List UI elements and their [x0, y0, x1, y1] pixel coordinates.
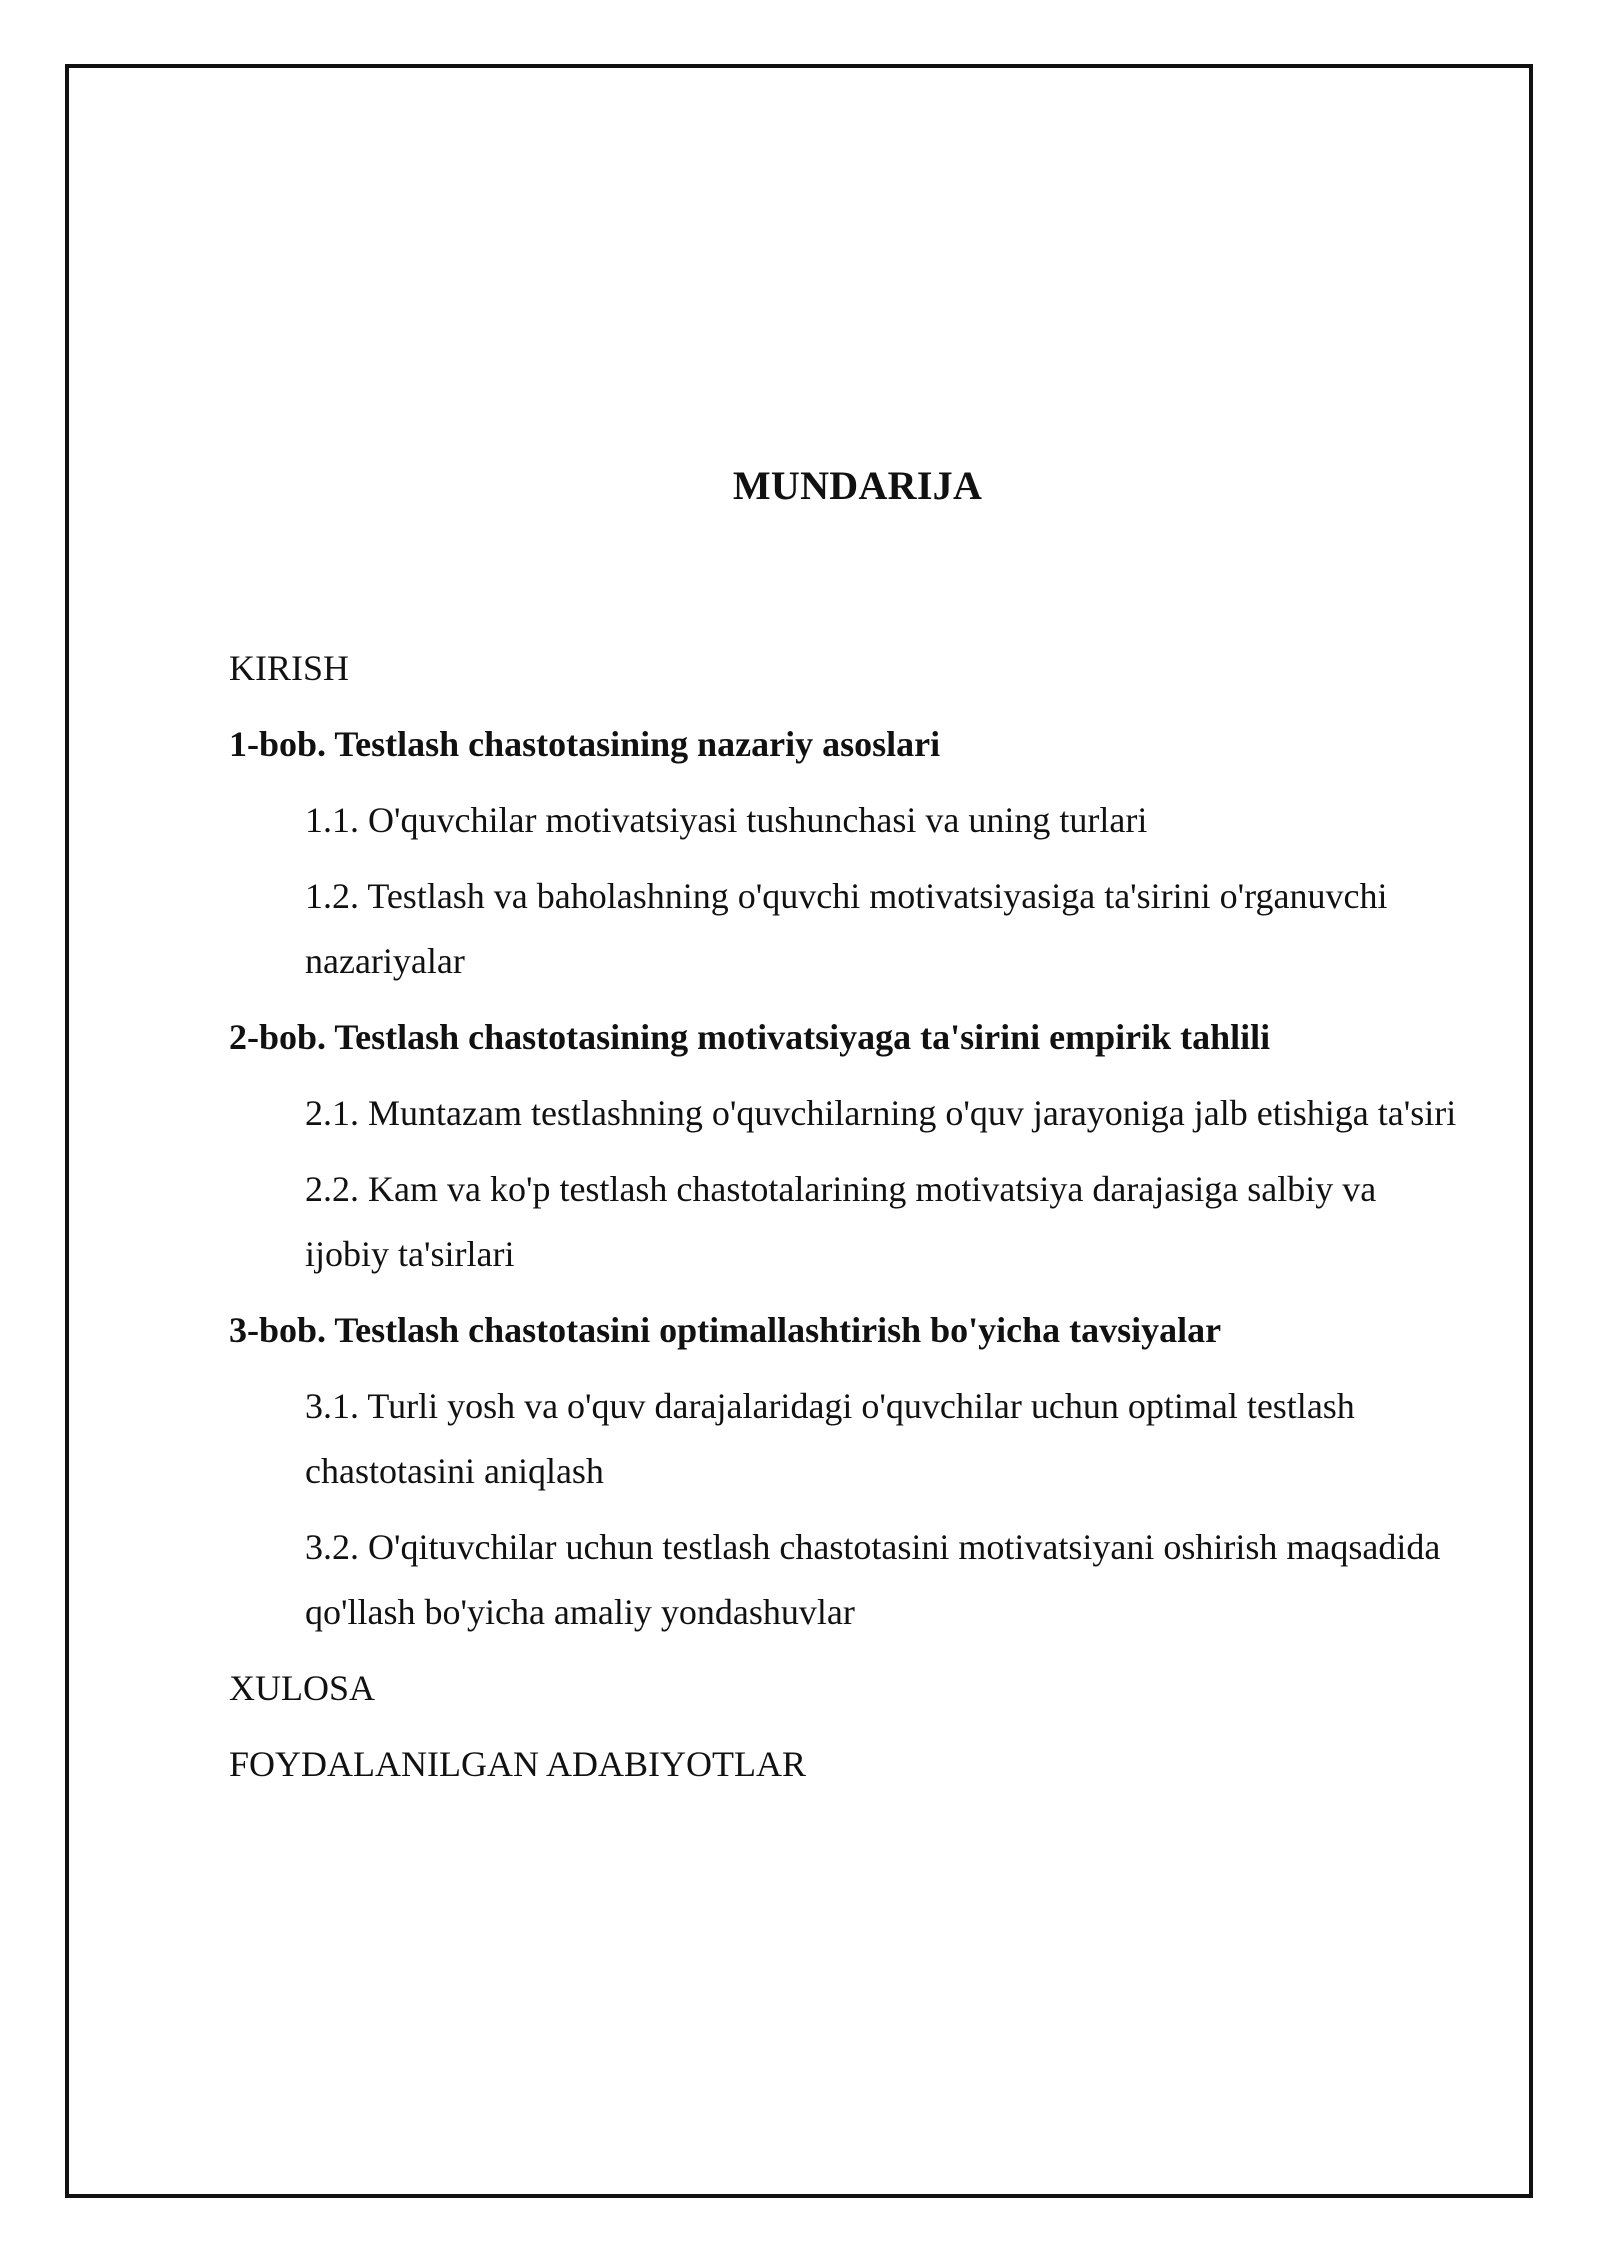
toc-section-3-1: 3.1. Turli yosh va o'quv darajalaridagi o'quvchilar uchun optimal testlash chastotasini aniqlash	[305, 1386, 1355, 1491]
table-of-contents	[229, 636, 1469, 1808]
toc-section-1-2: 1.2. Testlash va baholashning o'quvchi motivatsiyasiga ta'sirini o'rganuvchi nazariyalar	[305, 876, 1388, 981]
toc-entry-introduction: KIRISH	[229, 648, 350, 688]
toc-chapter-1: 1-bob. Testlash chastotasining nazariy asoslari	[229, 724, 941, 764]
toc-entry-references: FOYDALANILGAN ADABIYOTLAR	[229, 1744, 806, 1784]
toc-chapter-3: 3-bob. Testlash chastotasini optimallashtirish bo'yicha tavsiyalar	[229, 1310, 1222, 1350]
toc-section-2-2: 2.2. Kam va ko'p testlash chastotalarining motivatsiya darajasiga salbiy va ijobiy ta'sirlari	[305, 1169, 1377, 1274]
toc-section-3-2: 3.2. O'qituvchilar uchun testlash chastotasini motivatsiyani oshirish maqsadida qo'llash bo'yicha amaliy yondashuvlar	[305, 1527, 1441, 1632]
page-title: MUNDARIJA	[732, 463, 983, 508]
toc-chapter-2: 2-bob. Testlash chastotasining motivatsiyaga ta'sirini empirik tahlili	[229, 1017, 1271, 1057]
toc-entry-conclusion: XULOSA	[229, 1668, 376, 1708]
toc-section-2-1: 2.1. Muntazam testlashning o'quvchilarning o'quv jarayoniga jalb etishiga ta'siri	[305, 1093, 1457, 1133]
toc-section-1-1: 1.1. O'quvchilar motivatsiyasi tushunchasi va uning turlari	[305, 800, 1148, 840]
